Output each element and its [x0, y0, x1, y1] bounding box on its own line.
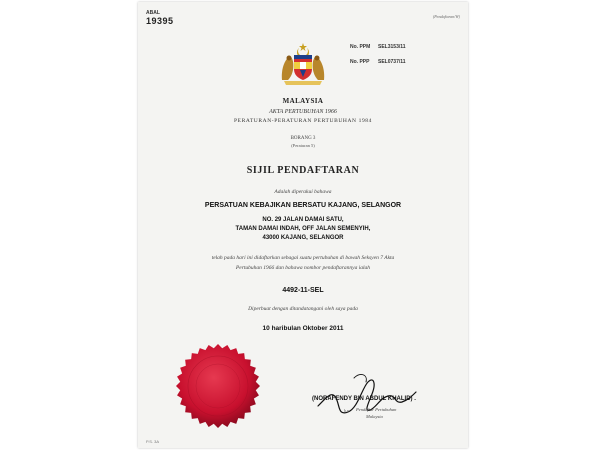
serial-label: ABAL	[146, 10, 160, 16]
signatory-bp: b.p.	[344, 408, 350, 413]
regulations-heading: PERATURAN-PERATURAN PERTUBUHAN 1984	[233, 118, 372, 124]
address-line-3: 43000 KAJANG, SELANGOR	[262, 235, 344, 241]
signatory-title: Pendaftar Pertubuhan	[356, 407, 397, 412]
ref-ppp-value: SEL0737/11	[378, 59, 406, 65]
issue-date: 10 haribulan Oktober 2011	[262, 325, 344, 332]
body-line-2: Pertubuhan 1966 dan bahawa nombor pendaftarannya ialah	[235, 265, 371, 271]
registration-number: 4492-11-SEL	[282, 287, 324, 294]
serial-number: 19395	[146, 16, 174, 26]
address-line-2: TAMAN DAMAI INDAH, OFF JALAN SEMENYIH,	[235, 226, 371, 232]
form-regulation: (Peraturan 5)	[291, 143, 315, 148]
organization-name: PERSATUAN KEBAJIKAN BERSATU KAJANG, SELANGOR	[204, 202, 402, 209]
country-heading: MALAYSIA	[282, 97, 324, 105]
ref-ppp-label: No. PPP	[350, 59, 370, 65]
signatory-place: Malaysia	[366, 414, 383, 419]
corner-note: (Pendaftaran/W)	[432, 14, 460, 19]
certificate-title: SIJIL PENDAFTARAN	[246, 165, 360, 176]
certify-text: Adalah diperakui bahawa	[274, 189, 332, 195]
address-line-1: NO. 29 JALAN DAMAI SATU,	[262, 217, 344, 223]
registration-certificate	[138, 2, 468, 448]
ref-ppm-label: No. PPM	[350, 44, 371, 50]
body-line-1: telah pada hari ini didaftarkan sebagai suatu pertubuhan di bawah Seksyen 7 Akta	[211, 255, 395, 261]
malaysia-coat-of-arms-icon	[278, 42, 328, 86]
form-number: BORANG 3	[290, 136, 316, 141]
footer-code: P.S. 3A	[146, 439, 160, 444]
act-heading: AKTA PERTUBUHAN 1966	[269, 109, 337, 115]
ref-ppm-value: SEL3153/11	[378, 44, 406, 50]
red-wax-seal-icon	[174, 342, 262, 430]
signed-text: Diperbuat dengan ditandatangani oleh saya pada	[248, 306, 358, 312]
signatory-name: (NORAFENDY BIN ABDUL KHALID) .	[312, 396, 416, 402]
